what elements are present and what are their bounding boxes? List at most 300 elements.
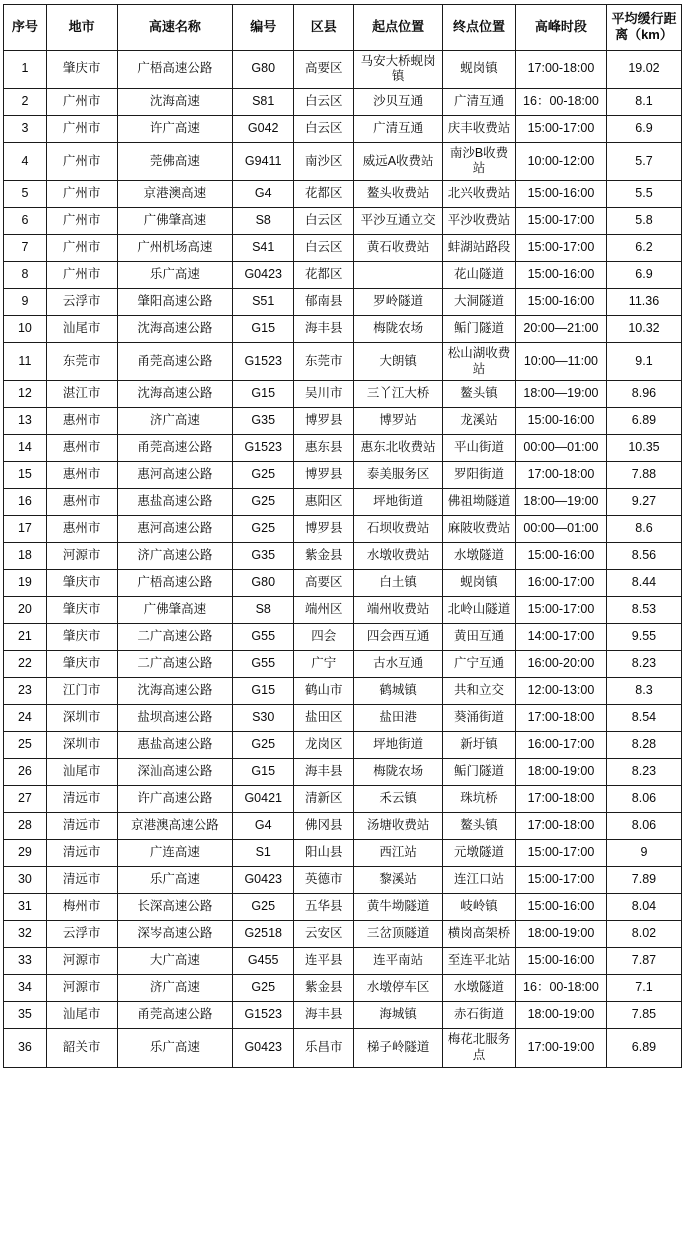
table-row [4, 813, 682, 840]
cell-index: 12 [4, 381, 47, 408]
cell-highway-name: 惠河高速公路 [117, 516, 233, 543]
cell-end-location: 蚬岗镇 [443, 570, 516, 597]
cell-peak-period: 18:00—19:00 [515, 489, 606, 516]
cell-code: S8 [233, 208, 294, 235]
cell-city: 惠州市 [46, 516, 117, 543]
cell-index: 30 [4, 867, 47, 894]
cell-district: 吴川市 [294, 381, 354, 408]
cell-start-location: 惠东北收费站 [354, 435, 443, 462]
cell-start-location: 水墩停车区 [354, 975, 443, 1002]
cell-end-location: 广宁互通 [443, 651, 516, 678]
cell-index: 24 [4, 705, 47, 732]
cell-start-location: 博罗站 [354, 408, 443, 435]
cell-end-location: 葵涌街道 [443, 705, 516, 732]
cell-start-location: 梅陇农场 [354, 316, 443, 343]
cell-start-location: 盐田港 [354, 705, 443, 732]
cell-city: 深圳市 [46, 732, 117, 759]
cell-index: 16 [4, 489, 47, 516]
cell-average-distance: 8.06 [606, 813, 681, 840]
cell-highway-name: 惠盐高速公路 [117, 732, 233, 759]
cell-peak-period: 00:00—01:00 [515, 516, 606, 543]
cell-average-distance: 9.1 [606, 343, 681, 381]
table-row [4, 921, 682, 948]
cell-district: 博罗县 [294, 516, 354, 543]
cell-code: G4 [233, 813, 294, 840]
cell-highway-name: 济广高速 [117, 975, 233, 1002]
cell-highway-name: 沈海高速 [117, 88, 233, 115]
cell-index: 17 [4, 516, 47, 543]
cell-end-location: 岐岭镇 [443, 894, 516, 921]
cell-index: 29 [4, 840, 47, 867]
cell-index: 19 [4, 570, 47, 597]
table-row [4, 786, 682, 813]
cell-peak-period: 15:00-16:00 [515, 262, 606, 289]
cell-end-location: 蚬岗镇 [443, 50, 516, 88]
cell-highway-name: 许广高速公路 [117, 786, 233, 813]
cell-highway-name: 盐坝高速公路 [117, 705, 233, 732]
cell-end-location: 共和立交 [443, 678, 516, 705]
cell-peak-period: 18:00-19:00 [515, 759, 606, 786]
table-row [4, 262, 682, 289]
cell-average-distance: 8.54 [606, 705, 681, 732]
cell-highway-name: 深汕高速公路 [117, 759, 233, 786]
cell-city: 肇庆市 [46, 624, 117, 651]
cell-start-location: 大朗镇 [354, 343, 443, 381]
cell-end-location: 庆丰收费站 [443, 115, 516, 142]
cell-peak-period: 15:00-16:00 [515, 408, 606, 435]
cell-city: 东莞市 [46, 343, 117, 381]
cell-highway-name: 广梧高速公路 [117, 570, 233, 597]
table-row [4, 343, 682, 381]
cell-city: 汕尾市 [46, 316, 117, 343]
cell-district: 英德市 [294, 867, 354, 894]
cell-code: G15 [233, 678, 294, 705]
cell-end-location: 鳌头镇 [443, 813, 516, 840]
cell-index: 4 [4, 142, 47, 180]
cell-start-location: 黎溪站 [354, 867, 443, 894]
cell-index: 31 [4, 894, 47, 921]
cell-city: 清远市 [46, 867, 117, 894]
cell-district: 连平县 [294, 948, 354, 975]
cell-district: 惠东县 [294, 435, 354, 462]
highway-congestion-table [3, 4, 682, 1068]
cell-peak-period: 16:00-17:00 [515, 570, 606, 597]
cell-end-location: 新圩镇 [443, 732, 516, 759]
cell-highway-name: 沈海高速公路 [117, 316, 233, 343]
cell-average-distance: 6.9 [606, 115, 681, 142]
table-row [4, 543, 682, 570]
cell-highway-name: 甬莞高速公路 [117, 1002, 233, 1029]
cell-city: 清远市 [46, 813, 117, 840]
cell-code: G25 [233, 894, 294, 921]
table-header [4, 5, 682, 51]
cell-end-location: 麻陂收费站 [443, 516, 516, 543]
cell-peak-period: 15:00-17:00 [515, 867, 606, 894]
cell-code: G25 [233, 732, 294, 759]
cell-code: S8 [233, 597, 294, 624]
cell-peak-period: 18:00-19:00 [515, 921, 606, 948]
cell-highway-name: 乐广高速 [117, 1029, 233, 1067]
table-row [4, 867, 682, 894]
cell-district: 白云区 [294, 88, 354, 115]
cell-code: G0423 [233, 262, 294, 289]
cell-city: 惠州市 [46, 462, 117, 489]
cell-code: G80 [233, 50, 294, 88]
cell-start-location: 四会西互通 [354, 624, 443, 651]
cell-peak-period: 17:00-18:00 [515, 462, 606, 489]
cell-start-location: 坪地街道 [354, 732, 443, 759]
cell-highway-name: 二广高速公路 [117, 624, 233, 651]
cell-start-location: 泰美服务区 [354, 462, 443, 489]
cell-highway-name: 肇阳高速公路 [117, 289, 233, 316]
cell-code: G4 [233, 181, 294, 208]
table-row [4, 435, 682, 462]
cell-average-distance: 10.35 [606, 435, 681, 462]
cell-district: 花都区 [294, 262, 354, 289]
cell-district: 乐昌市 [294, 1029, 354, 1067]
cell-code: G35 [233, 543, 294, 570]
cell-peak-period: 15:00-17:00 [515, 235, 606, 262]
cell-average-distance: 8.6 [606, 516, 681, 543]
cell-start-location: 海城镇 [354, 1002, 443, 1029]
cell-start-location: 水墩收费站 [354, 543, 443, 570]
cell-average-distance: 7.89 [606, 867, 681, 894]
cell-peak-period: 10:00-12:00 [515, 142, 606, 180]
cell-city: 梅州市 [46, 894, 117, 921]
cell-end-location: 龙溪站 [443, 408, 516, 435]
cell-code: G80 [233, 570, 294, 597]
cell-city: 汕尾市 [46, 759, 117, 786]
cell-code: G35 [233, 408, 294, 435]
cell-end-location: 鲘门隧道 [443, 759, 516, 786]
cell-average-distance: 6.9 [606, 262, 681, 289]
cell-start-location: 广清互通 [354, 115, 443, 142]
cell-code: G2518 [233, 921, 294, 948]
cell-city: 韶关市 [46, 1029, 117, 1067]
cell-index: 21 [4, 624, 47, 651]
cell-index: 26 [4, 759, 47, 786]
cell-highway-name: 莞佛高速 [117, 142, 233, 180]
cell-peak-period: 16:00-20:00 [515, 651, 606, 678]
cell-end-location: 珠坑桥 [443, 786, 516, 813]
cell-city: 肇庆市 [46, 570, 117, 597]
table-row [4, 597, 682, 624]
cell-start-location: 罗岭隧道 [354, 289, 443, 316]
cell-city: 惠州市 [46, 489, 117, 516]
cell-average-distance: 8.02 [606, 921, 681, 948]
cell-average-distance: 8.23 [606, 759, 681, 786]
cell-district: 惠阳区 [294, 489, 354, 516]
cell-city: 肇庆市 [46, 50, 117, 88]
cell-average-distance: 8.56 [606, 543, 681, 570]
cell-peak-period: 17:00-18:00 [515, 50, 606, 88]
cell-start-location: 黄牛坳隧道 [354, 894, 443, 921]
cell-highway-name: 甬莞高速公路 [117, 343, 233, 381]
cell-start-location: 连平南站 [354, 948, 443, 975]
cell-district: 南沙区 [294, 142, 354, 180]
cell-index: 7 [4, 235, 47, 262]
column-header-end-location: 终点位置 [443, 5, 516, 51]
cell-district: 白云区 [294, 208, 354, 235]
cell-code: S51 [233, 289, 294, 316]
cell-start-location: 汤塘收费站 [354, 813, 443, 840]
cell-city: 广州市 [46, 208, 117, 235]
cell-district: 东莞市 [294, 343, 354, 381]
cell-district: 龙岗区 [294, 732, 354, 759]
cell-district: 盐田区 [294, 705, 354, 732]
table-row [4, 115, 682, 142]
cell-code: G25 [233, 462, 294, 489]
cell-average-distance: 8.44 [606, 570, 681, 597]
table-row [4, 88, 682, 115]
cell-code: S1 [233, 840, 294, 867]
cell-city: 惠州市 [46, 435, 117, 462]
cell-highway-name: 济广高速公路 [117, 543, 233, 570]
cell-code: G25 [233, 489, 294, 516]
cell-city: 江门市 [46, 678, 117, 705]
cell-end-location: 罗阳街道 [443, 462, 516, 489]
cell-peak-period: 15:00-17:00 [515, 208, 606, 235]
cell-peak-period: 15:00-16:00 [515, 543, 606, 570]
cell-code: G0423 [233, 867, 294, 894]
cell-index: 32 [4, 921, 47, 948]
cell-index: 14 [4, 435, 47, 462]
cell-average-distance: 11.36 [606, 289, 681, 316]
cell-district: 海丰县 [294, 1002, 354, 1029]
cell-peak-period: 15:00-16:00 [515, 181, 606, 208]
cell-city: 云浮市 [46, 289, 117, 316]
cell-peak-period: 14:00-17:00 [515, 624, 606, 651]
cell-average-distance: 9 [606, 840, 681, 867]
cell-end-location: 水墩隧道 [443, 975, 516, 1002]
table-row [4, 235, 682, 262]
cell-highway-name: 大广高速 [117, 948, 233, 975]
cell-city: 云浮市 [46, 921, 117, 948]
cell-end-location: 水墩隧道 [443, 543, 516, 570]
cell-peak-period: 15:00-17:00 [515, 597, 606, 624]
cell-start-location: 端州收费站 [354, 597, 443, 624]
cell-highway-name: 沈海高速公路 [117, 678, 233, 705]
table-row [4, 462, 682, 489]
cell-highway-name: 广佛肇高速 [117, 597, 233, 624]
cell-index: 22 [4, 651, 47, 678]
table-body [4, 50, 682, 1067]
cell-average-distance: 5.7 [606, 142, 681, 180]
cell-city: 清远市 [46, 840, 117, 867]
cell-index: 8 [4, 262, 47, 289]
table-row [4, 1002, 682, 1029]
cell-highway-name: 惠河高速公路 [117, 462, 233, 489]
column-header-highway-name: 高速名称 [117, 5, 233, 51]
cell-start-location: 白土镇 [354, 570, 443, 597]
cell-index: 18 [4, 543, 47, 570]
cell-average-distance: 8.53 [606, 597, 681, 624]
cell-city: 汕尾市 [46, 1002, 117, 1029]
cell-peak-period: 10:00—11:00 [515, 343, 606, 381]
cell-code: G1523 [233, 435, 294, 462]
cell-city: 广州市 [46, 142, 117, 180]
cell-city: 深圳市 [46, 705, 117, 732]
cell-average-distance: 8.06 [606, 786, 681, 813]
cell-district: 紫金县 [294, 543, 354, 570]
cell-end-location: 大洞隧道 [443, 289, 516, 316]
cell-district: 佛冈县 [294, 813, 354, 840]
cell-end-location: 至连平北站 [443, 948, 516, 975]
cell-highway-name: 京港澳高速 [117, 181, 233, 208]
cell-city: 肇庆市 [46, 651, 117, 678]
cell-end-location: 平山街道 [443, 435, 516, 462]
cell-average-distance: 6.89 [606, 1029, 681, 1067]
cell-end-location: 松山湖收费站 [443, 343, 516, 381]
table-row [4, 208, 682, 235]
cell-end-location: 北兴收费站 [443, 181, 516, 208]
cell-start-location: 鳌头收费站 [354, 181, 443, 208]
cell-district: 端州区 [294, 597, 354, 624]
table-row [4, 975, 682, 1002]
cell-peak-period: 17:00-18:00 [515, 786, 606, 813]
cell-district: 紫金县 [294, 975, 354, 1002]
cell-start-location: 三丫江大桥 [354, 381, 443, 408]
cell-code: G15 [233, 381, 294, 408]
cell-peak-period: 15:00-16:00 [515, 948, 606, 975]
column-header-peak-period: 高峰时段 [515, 5, 606, 51]
cell-city: 广州市 [46, 235, 117, 262]
cell-index: 2 [4, 88, 47, 115]
cell-start-location: 黄石收费站 [354, 235, 443, 262]
cell-city: 河源市 [46, 975, 117, 1002]
cell-average-distance: 8.23 [606, 651, 681, 678]
cell-start-location: 石坝收费站 [354, 516, 443, 543]
cell-average-distance: 7.88 [606, 462, 681, 489]
table-row [4, 948, 682, 975]
cell-start-location: 禾云镇 [354, 786, 443, 813]
cell-code: G9411 [233, 142, 294, 180]
cell-district: 鹤山市 [294, 678, 354, 705]
cell-start-location [354, 262, 443, 289]
cell-end-location: 赤石街道 [443, 1002, 516, 1029]
cell-index: 27 [4, 786, 47, 813]
cell-highway-name: 沈海高速公路 [117, 381, 233, 408]
table-row [4, 624, 682, 651]
cell-city: 广州市 [46, 115, 117, 142]
table-row [4, 705, 682, 732]
cell-district: 广宁 [294, 651, 354, 678]
table-row [4, 759, 682, 786]
cell-end-location: 蚌湖站路段 [443, 235, 516, 262]
cell-index: 34 [4, 975, 47, 1002]
cell-district: 高要区 [294, 50, 354, 88]
table-row [4, 678, 682, 705]
cell-index: 33 [4, 948, 47, 975]
cell-peak-period: 15:00-16:00 [515, 289, 606, 316]
cell-peak-period: 16：00-18:00 [515, 88, 606, 115]
cell-average-distance: 8.28 [606, 732, 681, 759]
cell-end-location: 北岭山隧道 [443, 597, 516, 624]
column-header-code: 编号 [233, 5, 294, 51]
cell-average-distance: 9.55 [606, 624, 681, 651]
cell-city: 肇庆市 [46, 597, 117, 624]
cell-district: 海丰县 [294, 316, 354, 343]
cell-average-distance: 8.04 [606, 894, 681, 921]
cell-average-distance: 7.87 [606, 948, 681, 975]
table-row [4, 181, 682, 208]
cell-average-distance: 6.89 [606, 408, 681, 435]
cell-average-distance: 9.27 [606, 489, 681, 516]
cell-index: 36 [4, 1029, 47, 1067]
cell-start-location: 平沙互通立交 [354, 208, 443, 235]
cell-peak-period: 12:00-13:00 [515, 678, 606, 705]
cell-index: 9 [4, 289, 47, 316]
cell-code: G55 [233, 651, 294, 678]
cell-peak-period: 15:00-17:00 [515, 840, 606, 867]
cell-code: G15 [233, 759, 294, 786]
cell-district: 花都区 [294, 181, 354, 208]
cell-code: G0423 [233, 1029, 294, 1067]
cell-start-location: 鹤城镇 [354, 678, 443, 705]
cell-index: 13 [4, 408, 47, 435]
cell-code: S81 [233, 88, 294, 115]
cell-district: 郁南县 [294, 289, 354, 316]
cell-start-location: 沙贝互通 [354, 88, 443, 115]
cell-code: G1523 [233, 343, 294, 381]
cell-average-distance: 8.96 [606, 381, 681, 408]
cell-end-location: 连江口站 [443, 867, 516, 894]
cell-peak-period: 18:00-19:00 [515, 1002, 606, 1029]
cell-end-location: 平沙收费站 [443, 208, 516, 235]
cell-peak-period: 16：00-18:00 [515, 975, 606, 1002]
cell-start-location: 坪地街道 [354, 489, 443, 516]
cell-district: 博罗县 [294, 462, 354, 489]
cell-code: G042 [233, 115, 294, 142]
table-row [4, 289, 682, 316]
cell-city: 湛江市 [46, 381, 117, 408]
cell-highway-name: 二广高速公路 [117, 651, 233, 678]
table-row [4, 1029, 682, 1067]
cell-district: 清新区 [294, 786, 354, 813]
table-row [4, 516, 682, 543]
table-row [4, 408, 682, 435]
cell-city: 惠州市 [46, 408, 117, 435]
cell-highway-name: 广梧高速公路 [117, 50, 233, 88]
cell-highway-name: 广连高速 [117, 840, 233, 867]
cell-code: G25 [233, 516, 294, 543]
cell-district: 白云区 [294, 235, 354, 262]
cell-average-distance: 7.1 [606, 975, 681, 1002]
cell-district: 博罗县 [294, 408, 354, 435]
cell-district: 高要区 [294, 570, 354, 597]
cell-highway-name: 乐广高速 [117, 867, 233, 894]
table-header-row [4, 5, 682, 51]
cell-code: G15 [233, 316, 294, 343]
cell-end-location: 花山隧道 [443, 262, 516, 289]
cell-district: 阳山县 [294, 840, 354, 867]
cell-index: 5 [4, 181, 47, 208]
cell-average-distance: 7.85 [606, 1002, 681, 1029]
cell-code: G55 [233, 624, 294, 651]
table-row [4, 840, 682, 867]
cell-district: 海丰县 [294, 759, 354, 786]
table-row [4, 570, 682, 597]
cell-start-location: 梅陇农场 [354, 759, 443, 786]
cell-end-location: 鲘门隧道 [443, 316, 516, 343]
cell-highway-name: 许广高速 [117, 115, 233, 142]
table-row [4, 381, 682, 408]
cell-start-location: 马安大桥蚬岗镇 [354, 50, 443, 88]
cell-peak-period: 15:00-16:00 [515, 894, 606, 921]
cell-index: 10 [4, 316, 47, 343]
cell-city: 广州市 [46, 181, 117, 208]
cell-end-location: 黄田互通 [443, 624, 516, 651]
